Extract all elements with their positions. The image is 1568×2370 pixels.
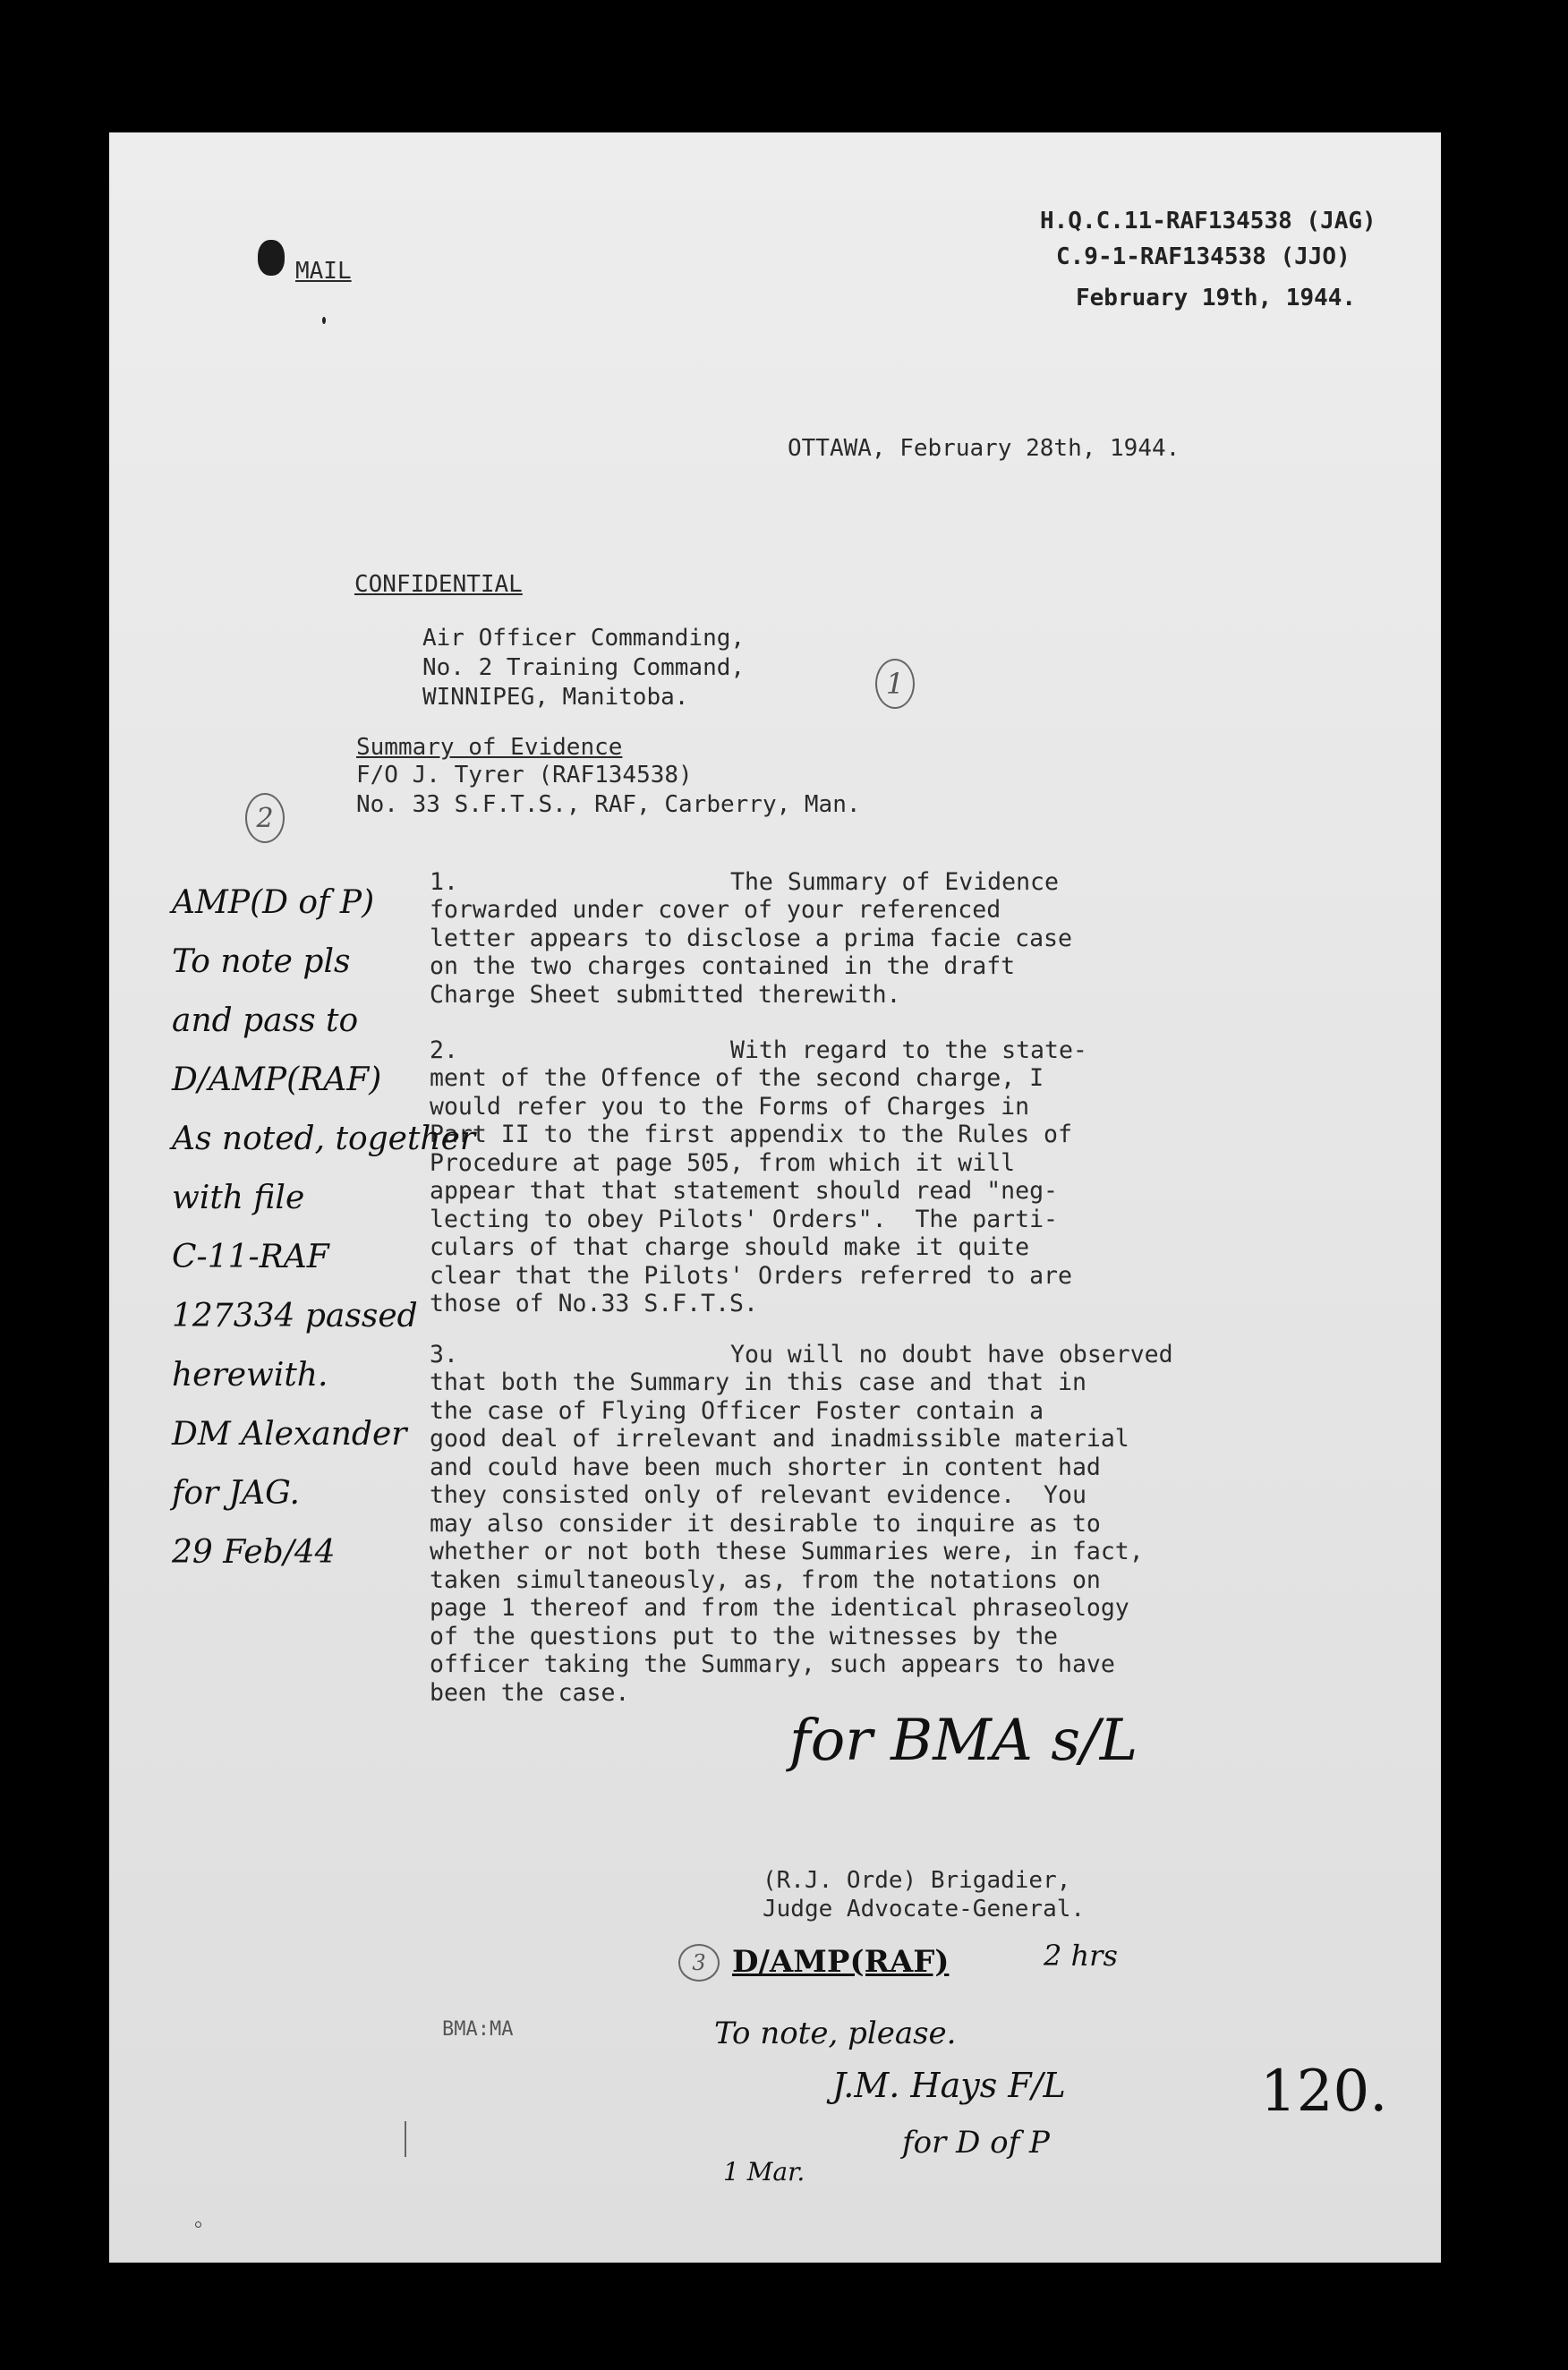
subject-officer: F/O J. Tyrer (RAF134538): [356, 762, 693, 789]
place-date-line: OTTAWA, February 28th, 1944.: [788, 435, 1180, 462]
circled-number-3: 3: [678, 1944, 720, 1982]
subject-title: Summary of Evidence: [356, 734, 623, 761]
paragraph-1-number: 1.: [430, 868, 458, 896]
speck-3: [405, 2121, 406, 2157]
addressee-line-2: No. 2 Training Command,: [422, 654, 746, 681]
addressee-line-1: Air Officer Commanding,: [422, 625, 746, 652]
paragraph-2-body: ment of the Offence of the second charge, I would refer you to the Forms of Charges in Part II to the first appendix to the Rules of Procedure at page 505, from which it will appear that that statement should read "neg- lecting to obey Pilots' Orders". The parti- culars of that charge should make it quite clear that the Pilots' Orders referred to are those of No.33 S.F.T.S.: [430, 1064, 1072, 1317]
handwritten-note-4: 1 Mar.: [723, 2157, 805, 2187]
classification-label: CONFIDENTIAL: [354, 571, 523, 598]
paragraph-2-number: 2.: [430, 1036, 458, 1064]
handwritten-page-number: 120.: [1260, 2059, 1388, 2125]
paragraph-1-first-line: The Summary of Evidence: [730, 868, 1059, 896]
addressee-line-3: WINNIPEG, Manitoba.: [422, 684, 689, 711]
speck-2: [195, 2221, 201, 2228]
typist-initials: BMA:MA: [442, 2018, 514, 2041]
mail-label: MAIL: [295, 258, 352, 285]
paragraph-3-first-line: You will no doubt have observed: [730, 1341, 1173, 1368]
paragraph-2-first-line: With regard to the state-: [730, 1036, 1087, 1064]
signatory-name: (R.J. Orde) Brigadier,: [763, 1867, 1071, 1894]
handwritten-signature: for BMA s/L: [789, 1708, 1138, 1774]
handwritten-margin-note: AMP(D of P) To note pls and pass to D/AMP(RAF) As noted, together with file C-11-RAF 127334 passed herewith. DM Alexander for JAG. 29 Feb/44: [172, 884, 476, 1571]
routing-annotation: D/AMP(RAF): [732, 1944, 950, 1980]
reference-line-2: C.9-1-RAF134538 (JJO): [1056, 243, 1351, 270]
paragraph-3-number: 3.: [430, 1341, 458, 1368]
reference-date: February 19th, 1944.: [1076, 285, 1357, 311]
circled-number-1: 1: [875, 659, 915, 709]
signatory-title: Judge Advocate-General.: [763, 1896, 1086, 1922]
handwritten-note-2: J.M. Hays F/L: [832, 2066, 1066, 2105]
paragraph-1-body: forwarded under cover of your referenced letter appears to disclose a prima facie case on the two charges contained in the draft Charge Sheet submitted therewith.: [430, 896, 1072, 1009]
speck-1: [322, 317, 326, 324]
paragraph-3-body: that both the Summary in this case and that in the case of Flying Officer Foster contain a good deal of irrelevant and inadmissible material and could have been much shorter in content had they consisted only of relevant evidence. You may also consider it desirable to inquire as to whether or not both these Summaries were, in fact, taken simultaneously, as, from the notations on page 1 thereof and from the identical phraseology of the questions put to the witnesses by the officer taking the Summary, such appears to have been the case.: [430, 1368, 1144, 1707]
document-page: [109, 132, 1441, 2263]
subject-unit: No. 33 S.F.T.S., RAF, Carberry, Man.: [356, 791, 861, 818]
ink-smudge: [258, 240, 285, 276]
reference-line-1: H.Q.C.11-RAF134538 (JAG): [1040, 208, 1376, 234]
routing-annotation-tail: 2 hrs: [1044, 1939, 1118, 1973]
handwritten-note-1: To note, please.: [714, 2016, 957, 2051]
circled-number-2: 2: [245, 793, 285, 843]
handwritten-note-3: for D of P: [902, 2125, 1050, 2161]
